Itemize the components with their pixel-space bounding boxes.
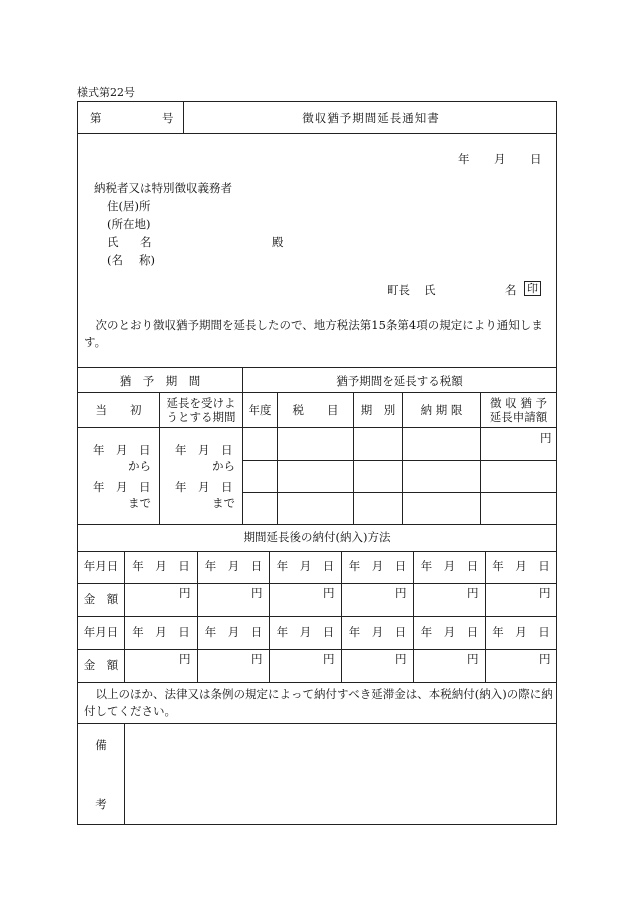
initial-from: から xyxy=(128,459,151,473)
form-title: 徴収猶予期間延長通知書 xyxy=(302,111,440,125)
col-due-date: 納 期 限 xyxy=(420,403,463,417)
extended-until: まで xyxy=(212,496,235,510)
col-extended-1: 延長を受けよ xyxy=(166,396,236,410)
col-tax-item: 税 目 xyxy=(292,403,339,417)
date-day: 日 xyxy=(530,152,542,166)
remarks-field[interactable] xyxy=(125,724,556,824)
payment-yen-cell: 円 xyxy=(323,586,335,600)
issuer-name-b: 名 xyxy=(505,283,517,297)
payment-date-cell: 年 月 日 xyxy=(492,559,550,573)
number-label-right: 号 xyxy=(162,111,174,125)
payment-date-cell: 年 月 日 xyxy=(420,559,479,573)
payment-date-cell: 年 月 日 xyxy=(276,625,335,639)
corp-name-label-a: (名 xyxy=(107,253,123,267)
group-header-tax: 猶予期間を延長する税額 xyxy=(336,374,463,388)
payment-date-cell: 年 月 日 xyxy=(276,559,335,573)
payment-date-cell: 年 月 日 xyxy=(420,625,479,639)
seal-text: 印 xyxy=(524,281,541,296)
col-initial: 当 初 xyxy=(95,403,142,417)
col-term: 期 別 xyxy=(360,403,396,417)
col-extended-2: うとする期間 xyxy=(166,410,236,424)
date-year: 年 xyxy=(458,152,470,166)
payment-yen-cell: 円 xyxy=(323,652,335,666)
notice-text: 次のとおり徴収猶予期間を延長したので、地方税法第15条第4項の規定により通知します。 xyxy=(84,318,543,349)
taxpayer-heading: 納税者又は特別徴収義務者 xyxy=(94,181,232,195)
amount-yen-unit: 円 xyxy=(540,431,552,445)
payment-yen-cell: 円 xyxy=(539,586,551,600)
payment-date-cell: 年 月 日 xyxy=(204,625,263,639)
payment-yen-cell: 円 xyxy=(251,652,263,666)
payment-yen-cell: 円 xyxy=(467,586,479,600)
payment-date-label: 年月日 xyxy=(83,625,119,639)
payment-yen-cell: 円 xyxy=(395,586,407,600)
payment-date-cell: 年 月 日 xyxy=(348,625,407,639)
residence-label: 住(居)所 xyxy=(107,199,151,213)
payment-yen-cell: 円 xyxy=(251,586,263,600)
payment-yen-cell: 円 xyxy=(395,652,407,666)
payment-date-cell: 年 月 日 xyxy=(132,559,190,573)
footer-note: 以上のほか、法律又は条例の規定によって納付すべき延滞金は、本税納付(納入)の際に納付してください。 xyxy=(84,687,553,718)
payment-yen-cell: 円 xyxy=(539,652,551,666)
payment-date-cell: 年 月 日 xyxy=(492,625,550,639)
payment-section-title: 期間延長後の納付(納入)方法 xyxy=(243,530,391,544)
group-header-period: 猶 予 期 間 xyxy=(119,374,201,388)
payment-yen-cell: 円 xyxy=(467,652,479,666)
notice-form xyxy=(77,101,557,825)
number-label-left: 第 xyxy=(90,111,102,125)
payment-date-cell: 年 月 日 xyxy=(132,625,190,639)
payment-date-cell: 年 月 日 xyxy=(204,559,263,573)
initial-end-date: 年 月 日 xyxy=(93,480,151,494)
initial-start-date: 年 月 日 xyxy=(93,443,151,457)
col-year: 年度 xyxy=(248,403,272,417)
remarks-label-top: 備 xyxy=(95,738,107,752)
extended-start-date: 年 月 日 xyxy=(175,443,233,457)
form-number: 様式第22号 xyxy=(77,86,135,99)
payment-amount-label: 金 額 xyxy=(83,592,119,606)
name-label-a: 氏 xyxy=(107,235,119,249)
col-amount-1: 徴 収 猶 予 xyxy=(490,396,547,410)
date-month: 月 xyxy=(494,152,506,166)
issuer-name-a: 氏 xyxy=(424,283,436,297)
name-label-b: 名 xyxy=(140,235,152,249)
corp-name-label-b: 称) xyxy=(139,253,155,267)
payment-yen-cell: 円 xyxy=(179,652,191,666)
payment-amount-label: 金 額 xyxy=(83,658,119,672)
extended-from: から xyxy=(212,459,235,473)
extended-end-date: 年 月 日 xyxy=(175,480,233,494)
payment-yen-cell: 円 xyxy=(179,586,191,600)
initial-until: まで xyxy=(128,496,151,510)
issuer-title: 町長 xyxy=(387,283,410,297)
payment-date-label: 年月日 xyxy=(83,559,119,573)
remarks-label-bottom: 考 xyxy=(95,797,107,811)
col-amount-2: 延長申請額 xyxy=(489,410,548,424)
honorific: 殿 xyxy=(272,235,284,249)
payment-date-cell: 年 月 日 xyxy=(348,559,407,573)
location-label: (所在地) xyxy=(107,217,151,231)
seal-mark xyxy=(524,281,541,296)
